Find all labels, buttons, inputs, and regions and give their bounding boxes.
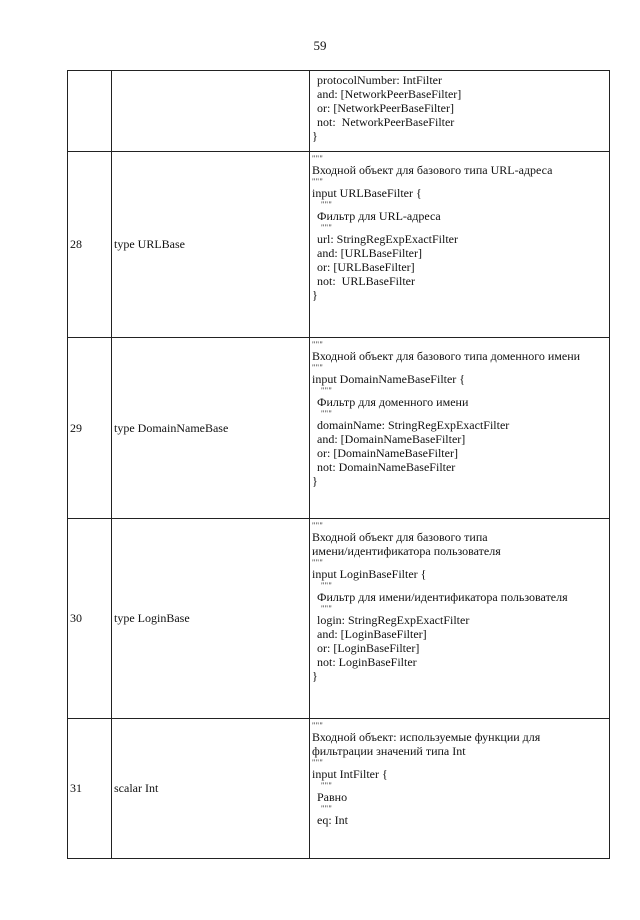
docstring-quotes: """ [312, 177, 324, 186]
docstring-quotes: """ [321, 804, 333, 813]
code-line: } [312, 129, 318, 143]
docstring-quotes: """ [312, 721, 324, 730]
code-line: Фильтр для имени/идентификатора пользователя [317, 590, 568, 604]
code-line: and: [URLBaseFilter] [317, 246, 422, 260]
row-number-cell: 30 [68, 519, 112, 719]
code-line: } [312, 474, 318, 488]
code-line: Входной объект: используемые функции для [312, 730, 541, 744]
code-line: фильтрации значений типа Int [312, 744, 466, 758]
docstring-quotes: """ [321, 200, 333, 209]
page-number: 59 [313, 38, 327, 53]
type-name-cell: type LoginBase [112, 519, 310, 719]
code-line: input IntFilter { [312, 767, 388, 781]
table-row [68, 719, 610, 859]
code-cell [310, 338, 610, 519]
code-cell [310, 71, 610, 152]
code-line: url: StringRegExpExactFilter [317, 232, 458, 246]
code-cell [310, 519, 610, 719]
code-line: or: [DomainNameBaseFilter] [317, 446, 458, 460]
type-name-cell: scalar Int [112, 719, 310, 859]
code-line: or: [LoginBaseFilter] [317, 641, 420, 655]
code-line: input LoginBaseFilter { [312, 567, 427, 581]
spec-table-body [68, 71, 610, 859]
code-line: Равно [317, 790, 348, 804]
code-line: Входной объект для базового типа [312, 530, 488, 544]
spec-table [67, 70, 610, 859]
type-name-cell: type URLBase [112, 152, 310, 338]
code-line: and: [LoginBaseFilter] [317, 627, 427, 641]
code-cell [310, 719, 610, 859]
docstring-quotes: """ [321, 409, 333, 418]
code-line: eq: Int [317, 813, 348, 827]
code-line: Фильтр для URL-адреса [317, 209, 441, 223]
code-line: or: [URLBaseFilter] [317, 260, 415, 274]
docstring-quotes: """ [312, 758, 324, 767]
code-line: not: LoginBaseFilter [317, 655, 417, 669]
code-line: Входной объект для базового типа URL-адреса [312, 163, 553, 177]
code-line: not: DomainNameBaseFilter [317, 460, 456, 474]
code-line: and: [NetworkPeerBaseFilter] [317, 87, 462, 101]
type-name-cell [112, 71, 310, 152]
code-line: protocolNumber: IntFilter [317, 73, 442, 87]
docstring-quotes: """ [321, 604, 333, 613]
table-row [68, 152, 610, 338]
table-row [68, 338, 610, 519]
code-cell [310, 152, 610, 338]
docstring-quotes: """ [321, 386, 333, 395]
docstring-quotes: """ [312, 363, 324, 372]
code-line: input DomainNameBaseFilter { [312, 372, 466, 386]
docstring-quotes: """ [312, 558, 324, 567]
docstring-quotes: """ [321, 223, 333, 232]
code-line: имени/идентификатора пользователя [312, 544, 501, 558]
docstring-quotes: """ [321, 781, 333, 790]
row-number-cell [68, 71, 112, 152]
code-line: input URLBaseFilter { [312, 186, 422, 200]
code-line: and: [DomainNameBaseFilter] [317, 432, 466, 446]
type-name-cell: type DomainNameBase [112, 338, 310, 519]
docstring-quotes: """ [321, 581, 333, 590]
docstring-quotes: """ [312, 154, 324, 163]
row-number-cell: 28 [68, 152, 112, 338]
row-number-cell: 29 [68, 338, 112, 519]
code-line: Фильтр для доменного имени [317, 395, 469, 409]
code-line: } [312, 669, 318, 683]
code-line: domainName: StringRegExpExactFilter [317, 418, 510, 432]
code-line: or: [NetworkPeerBaseFilter] [317, 101, 454, 115]
code-line: Входной объект для базового типа доменного имени [312, 349, 581, 363]
code-line: not: NetworkPeerBaseFilter [317, 115, 455, 129]
docstring-quotes: """ [312, 521, 324, 530]
table-row [68, 519, 610, 719]
code-line: } [312, 288, 318, 302]
row-number-cell: 31 [68, 719, 112, 859]
table-row [68, 71, 610, 152]
code-line: not: URLBaseFilter [317, 274, 415, 288]
docstring-quotes: """ [312, 340, 324, 349]
code-line: login: StringRegExpExactFilter [317, 613, 470, 627]
